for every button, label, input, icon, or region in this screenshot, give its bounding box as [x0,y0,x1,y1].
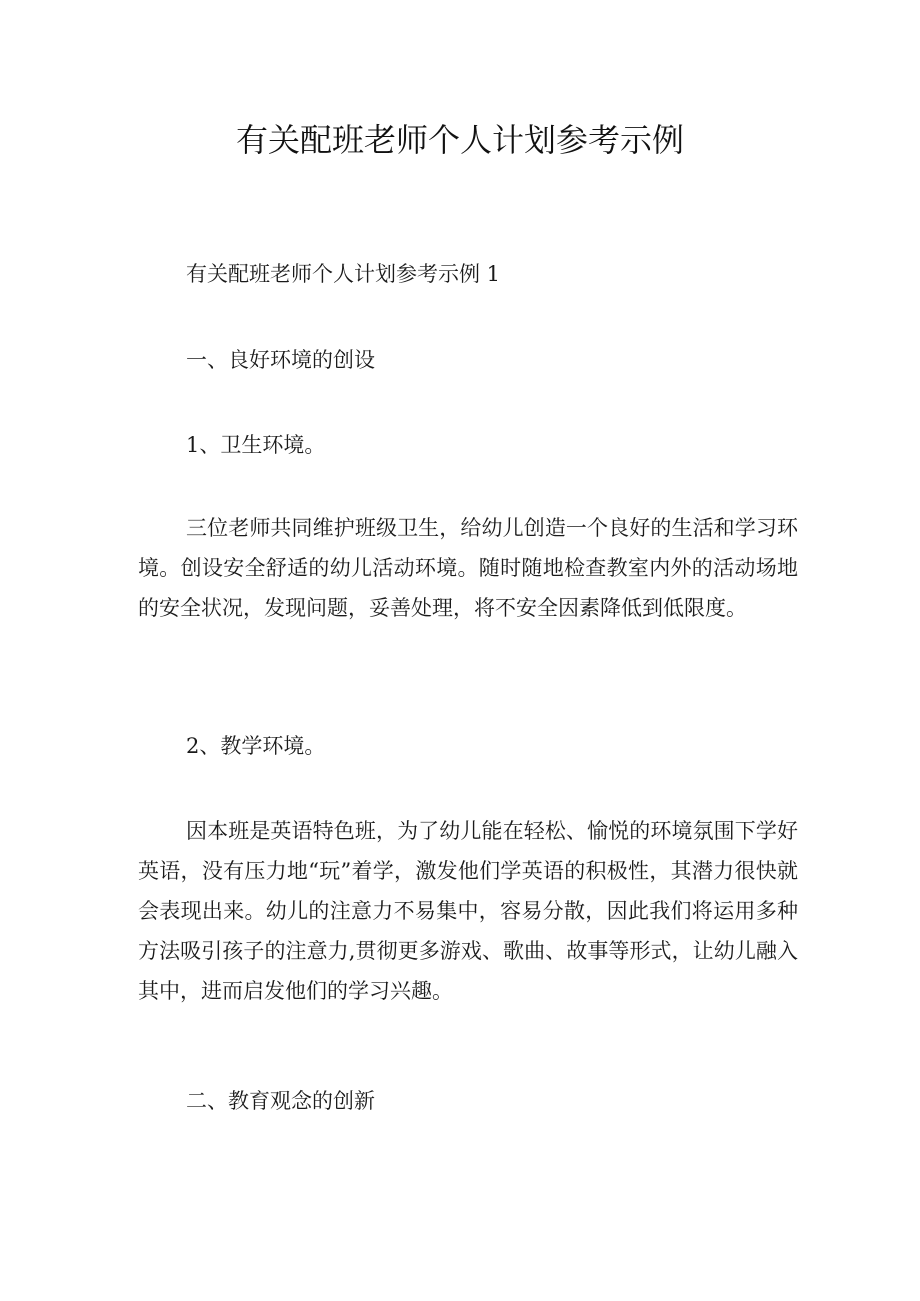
section-1-heading: 一、良好环境的创设 [186,348,375,372]
item-1-body: 三位老师共同维护班级卫生，给幼儿创造一个良好的生活和学习环境。创设安全舒适的幼儿活动环境。随时随地检查教室内外的活动场地的安全状况，发现问题，妥善处理，将不安全因素降低到低限度。 [138,516,798,620]
example-subtitle: 有关配班老师个人计划参考示例 1 [186,262,501,286]
item-2-heading: 2、教学环境。 [186,734,326,758]
document-title: 有关配班老师个人计划参考示例 [235,121,684,159]
item-1-heading: 1、卫生环境。 [186,433,326,457]
item-2-body: 因本班是英语特色班，为了幼儿能在轻松、愉悦的环境氛围下学好英语，没有压力地“玩”着学，激发他们学英语的积极性，其潜力很快就会表现出来。幼儿的注意力不易集中，容易分散，因此我们将运用多种方法吸引孩子的注意力,贯彻更多游戏、歌曲、故事等形式，让幼儿融入其中，进而启发他们的学习兴趣。 [138,819,798,1003]
section-2-heading: 二、教育观念的创新 [186,1089,375,1113]
